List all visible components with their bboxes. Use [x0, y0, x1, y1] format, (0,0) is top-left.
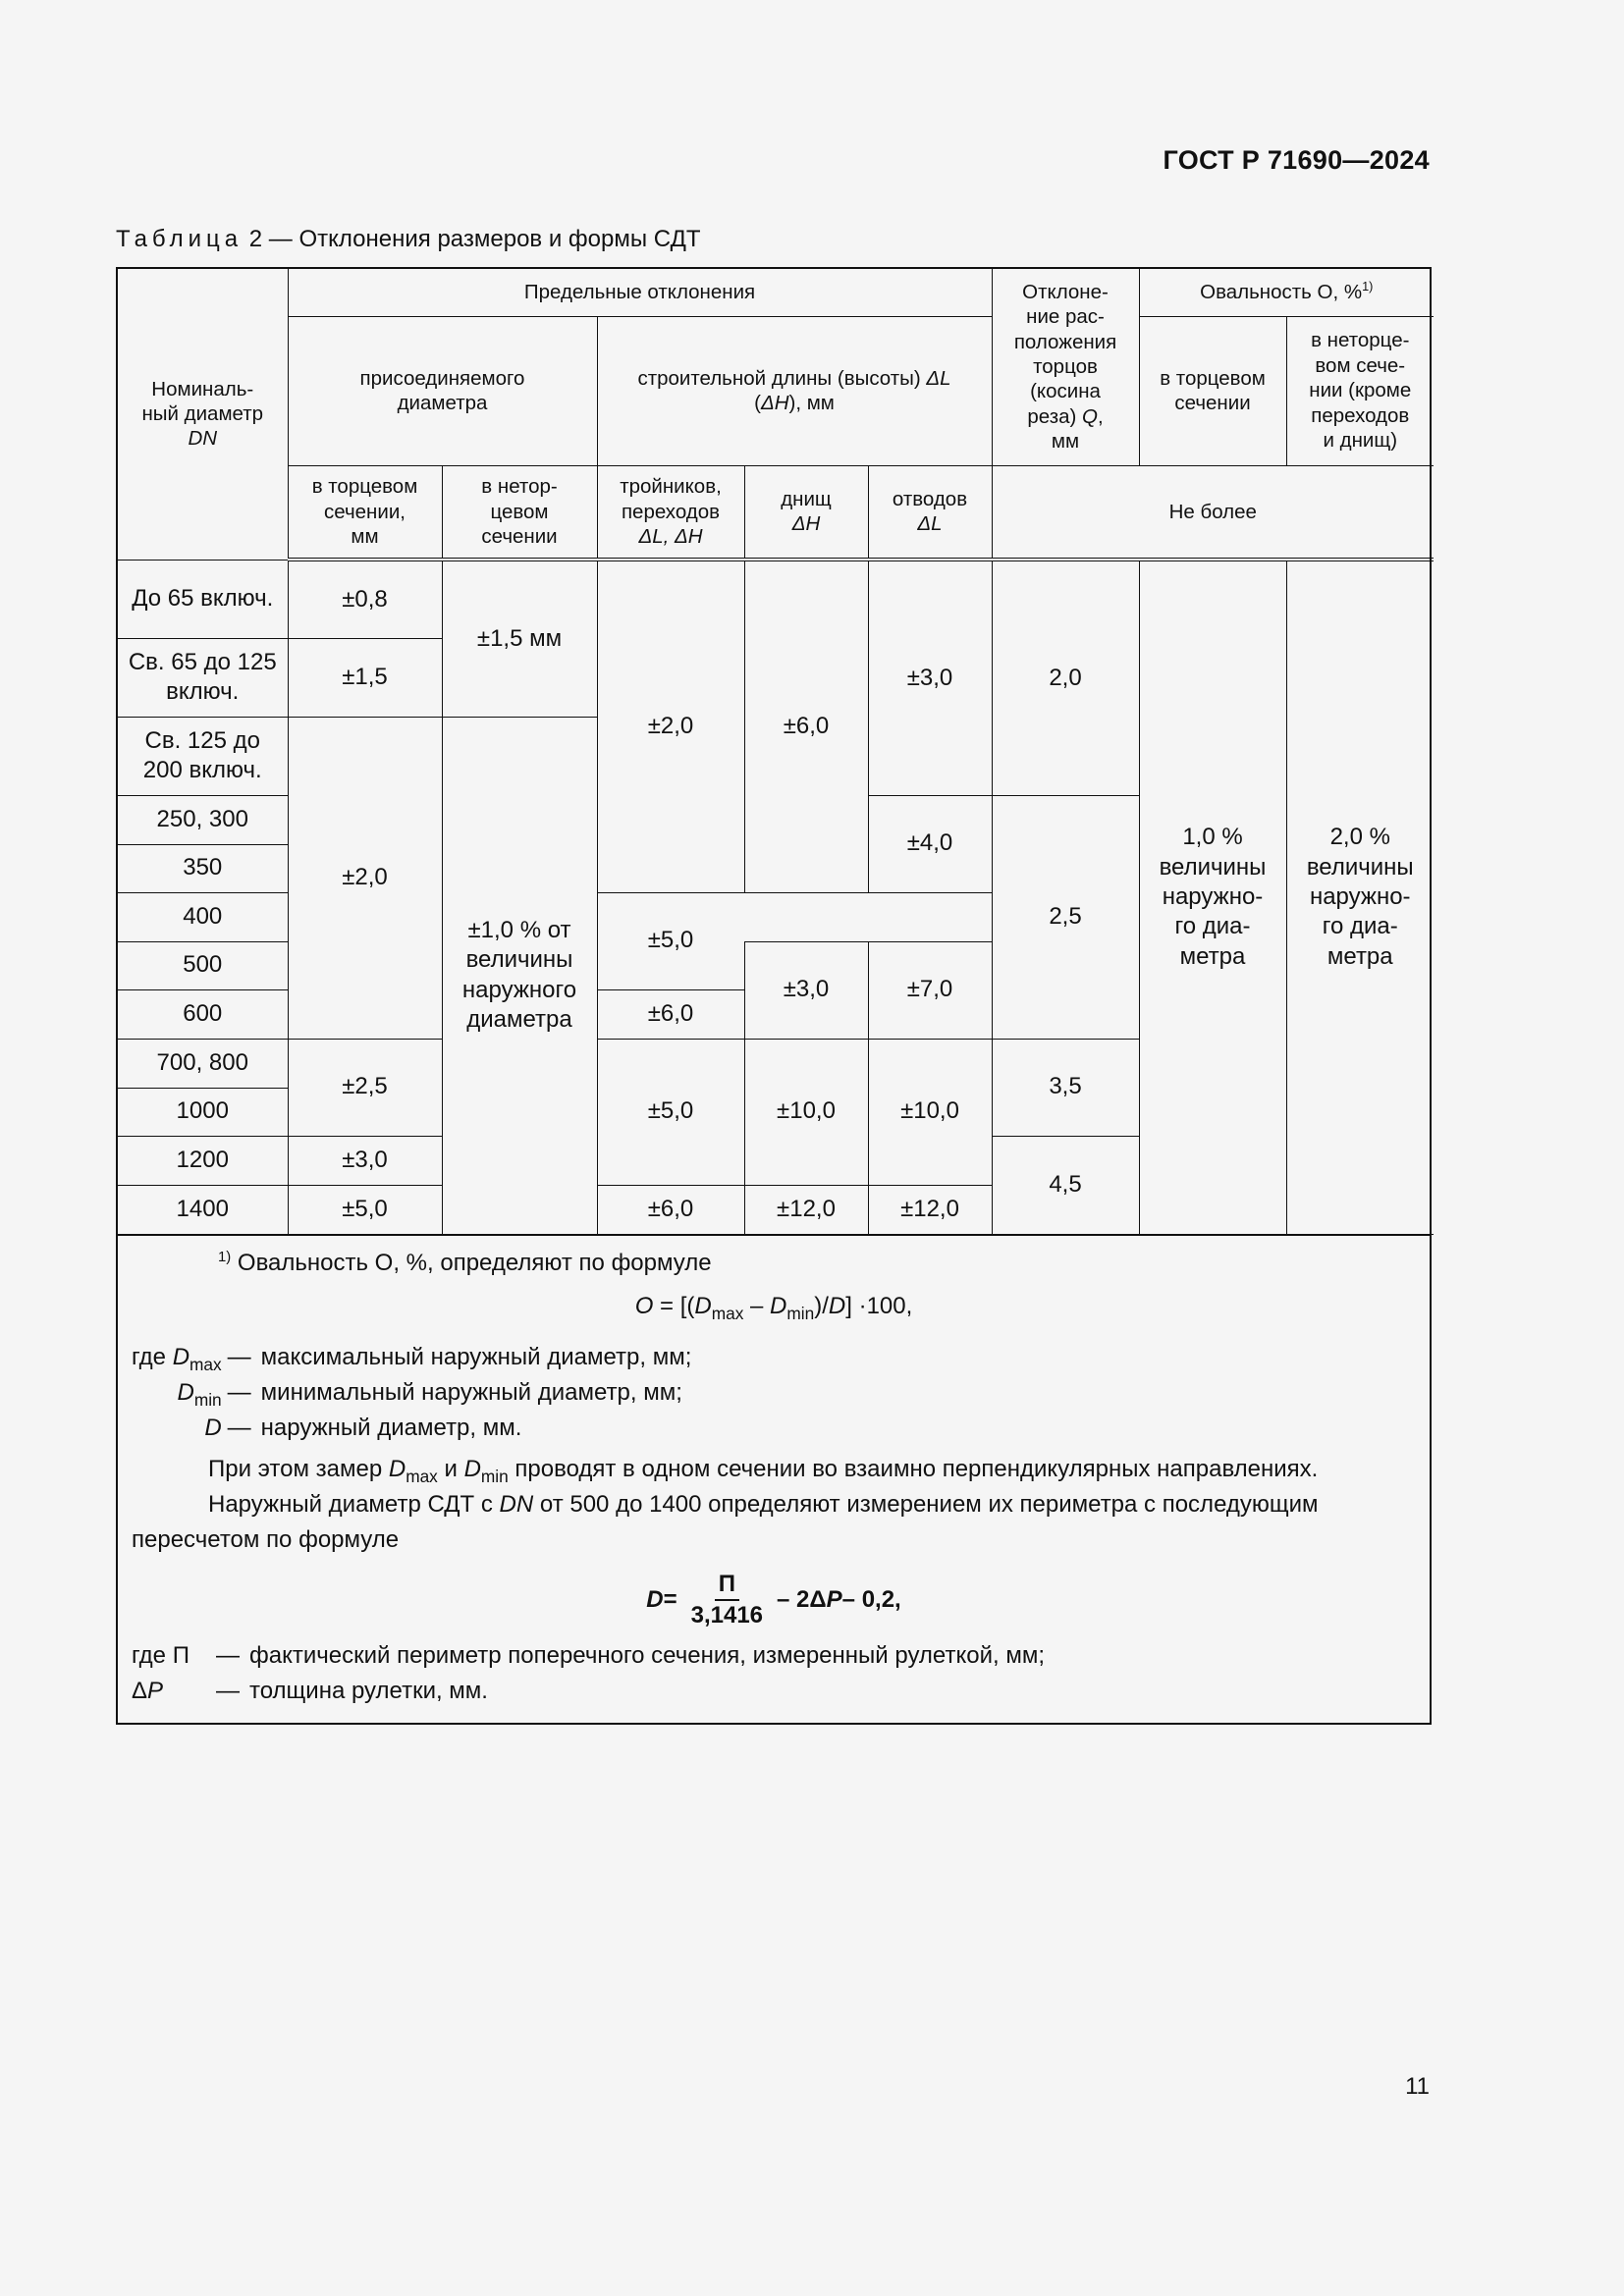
def-d: наружный диаметр, мм.	[260, 1414, 522, 1441]
header-connect-end-section: в торцевом сечении, мм	[288, 465, 442, 560]
bends-cell: ±12,0	[868, 1185, 992, 1234]
bends-cell: ±3,0	[868, 560, 992, 795]
tees-cell: ±3,0	[744, 941, 868, 1039]
bottoms-cell: ±10,0	[744, 1039, 868, 1185]
bends-cell: ±6,0	[597, 989, 744, 1039]
caption-label: Таблица	[116, 226, 244, 252]
def-max: максимальный наружный диаметр, мм;	[260, 1343, 692, 1370]
dn-cell: Св. 65 до 125 включ.	[118, 638, 288, 717]
bottoms-cell: ±6,0	[744, 560, 868, 892]
bends-cell: ±4,0	[868, 795, 992, 892]
bottoms-cell: ±7,0	[868, 941, 992, 1039]
header-bends: отводов ΔL	[868, 465, 992, 560]
dn-cell: Св. 125 до 200 включ.	[118, 717, 288, 795]
deviations-table	[118, 269, 1434, 1235]
displacement-cell: 3,5	[992, 1039, 1139, 1136]
connect-nonend-cell: ±1,5 мм	[442, 560, 597, 717]
header-tees-reducers: тройников, переходов ΔL, ΔH	[597, 465, 744, 560]
bends-cell: ±10,0	[868, 1039, 992, 1185]
connect-end-cell: ±0,8	[288, 560, 442, 638]
header-end-displacement: Отклоне- ние рас- положения торцов (косина реза) Q, мм	[992, 269, 1139, 465]
perimeter-formula: D = $\frac{П}{3,1416}$ – 2Δ P – 0,2,	[646, 1570, 901, 1629]
displacement-cell: 2,0	[992, 560, 1139, 795]
def-min: минимальный наружный диаметр, мм;	[260, 1378, 682, 1406]
dn-cell: 400	[118, 892, 288, 941]
table-notes	[118, 1235, 1430, 1724]
header-nominal-diameter: Номиналь- ный диаметр DN	[118, 269, 288, 560]
ovality-nonend-cell: 2,0 % величины наружно- го диа- метра	[1286, 560, 1434, 1234]
connect-end-cell: ±2,0	[288, 717, 442, 1039]
header-bottoms: днищ ΔH	[744, 465, 868, 560]
dn-cell: 1000	[118, 1088, 288, 1136]
header-connecting-diameter: присоединяемого диаметра	[288, 316, 597, 465]
def-tape-thickness: толщина рулетки, мм.	[249, 1678, 488, 1705]
table-frame	[116, 267, 1432, 1725]
dn-cell: 1400	[118, 1185, 288, 1234]
bottoms-cell: ±12,0	[744, 1185, 868, 1234]
tees-cell: ±2,0	[597, 560, 744, 892]
dn-cell: 600	[118, 989, 288, 1039]
ovality-formula: $O = [(D_{max} - D_{min})/D] \cdot 100$,	[634, 1292, 913, 1323]
header-ovality-end-section: в торцевом сечении	[1139, 316, 1286, 465]
ovality-end-cell: 1,0 % величины наружно- го диа- метра	[1139, 560, 1286, 1234]
dn-cell: 250, 300	[118, 795, 288, 844]
connect-end-cell: ±3,0	[288, 1136, 442, 1185]
header-construction-length: строительной длины (высоты) ΔL (ΔH), мм	[597, 316, 992, 465]
displacement-cell: 4,5	[992, 1136, 1139, 1234]
bends-cell: ±5,0	[597, 892, 744, 989]
header-ovality: Овальность О, %$^{1)}$	[1139, 269, 1434, 316]
paragraph-measurement: При этом замер $D_{max}$ и $D_{min}$ проводят в одном сечении во взаимно перпендикулярных направлениях.	[208, 1455, 1319, 1486]
header-no-more: Не более	[992, 465, 1434, 560]
connect-end-cell: ±5,0	[288, 1185, 442, 1234]
table-caption	[116, 226, 700, 253]
caption-text: 2 — Отклонения размеров и формы СДТ	[248, 226, 701, 252]
paragraph-perimeter: Наружный диаметр СДТ с DN от 500 до 1400 определяют измерением их периметра с последующим пересчетом по формуле	[132, 1490, 1319, 1553]
ovality-definitions: где $D_{max}$ — максимальный наружный диаметр, мм; $D_{min}$ — минимальный наружный диаметр, мм; D — наружный диаметр, мм.	[132, 1340, 691, 1446]
dn-cell: 500	[118, 941, 288, 989]
header-limit-deviations: Предельные отклонения	[288, 269, 992, 316]
perimeter-definitions: где П — фактический периметр поперечного сечения, измеренный рулеткой, мм; ΔP — толщина рулетки, мм.	[132, 1638, 1045, 1709]
header-ovality-non-end-section: в неторце- вом сече- нии (кроме переходов и днищ)	[1286, 316, 1434, 465]
connect-nonend-cell: ±1,0 % от величины наружного диаметра	[442, 717, 597, 1234]
dn-cell: 350	[118, 844, 288, 892]
footnote-ovality: $^{1)}$ Овальность О, %, определяют по формуле	[218, 1249, 712, 1276]
header-connect-non-end-section: в нетор- цевом сечении	[442, 465, 597, 560]
dn-cell: 700, 800	[118, 1039, 288, 1088]
page-number: 11	[1405, 2073, 1430, 2100]
tees-cell: ±6,0	[597, 1185, 744, 1234]
dn-cell: До 65 включ.	[118, 560, 288, 638]
displacement-cell: 2,5	[992, 795, 1139, 1039]
standard-code: ГОСТ Р 71690—2024	[1163, 145, 1430, 175]
dn-cell: 1200	[118, 1136, 288, 1185]
def-perimeter: фактический периметр поперечного сечения, измеренный рулеткой, мм;	[249, 1642, 1045, 1670]
connect-end-cell: ±1,5	[288, 638, 442, 717]
tees-cell: ±5,0	[597, 1039, 744, 1185]
connect-end-cell: ±2,5	[288, 1039, 442, 1136]
